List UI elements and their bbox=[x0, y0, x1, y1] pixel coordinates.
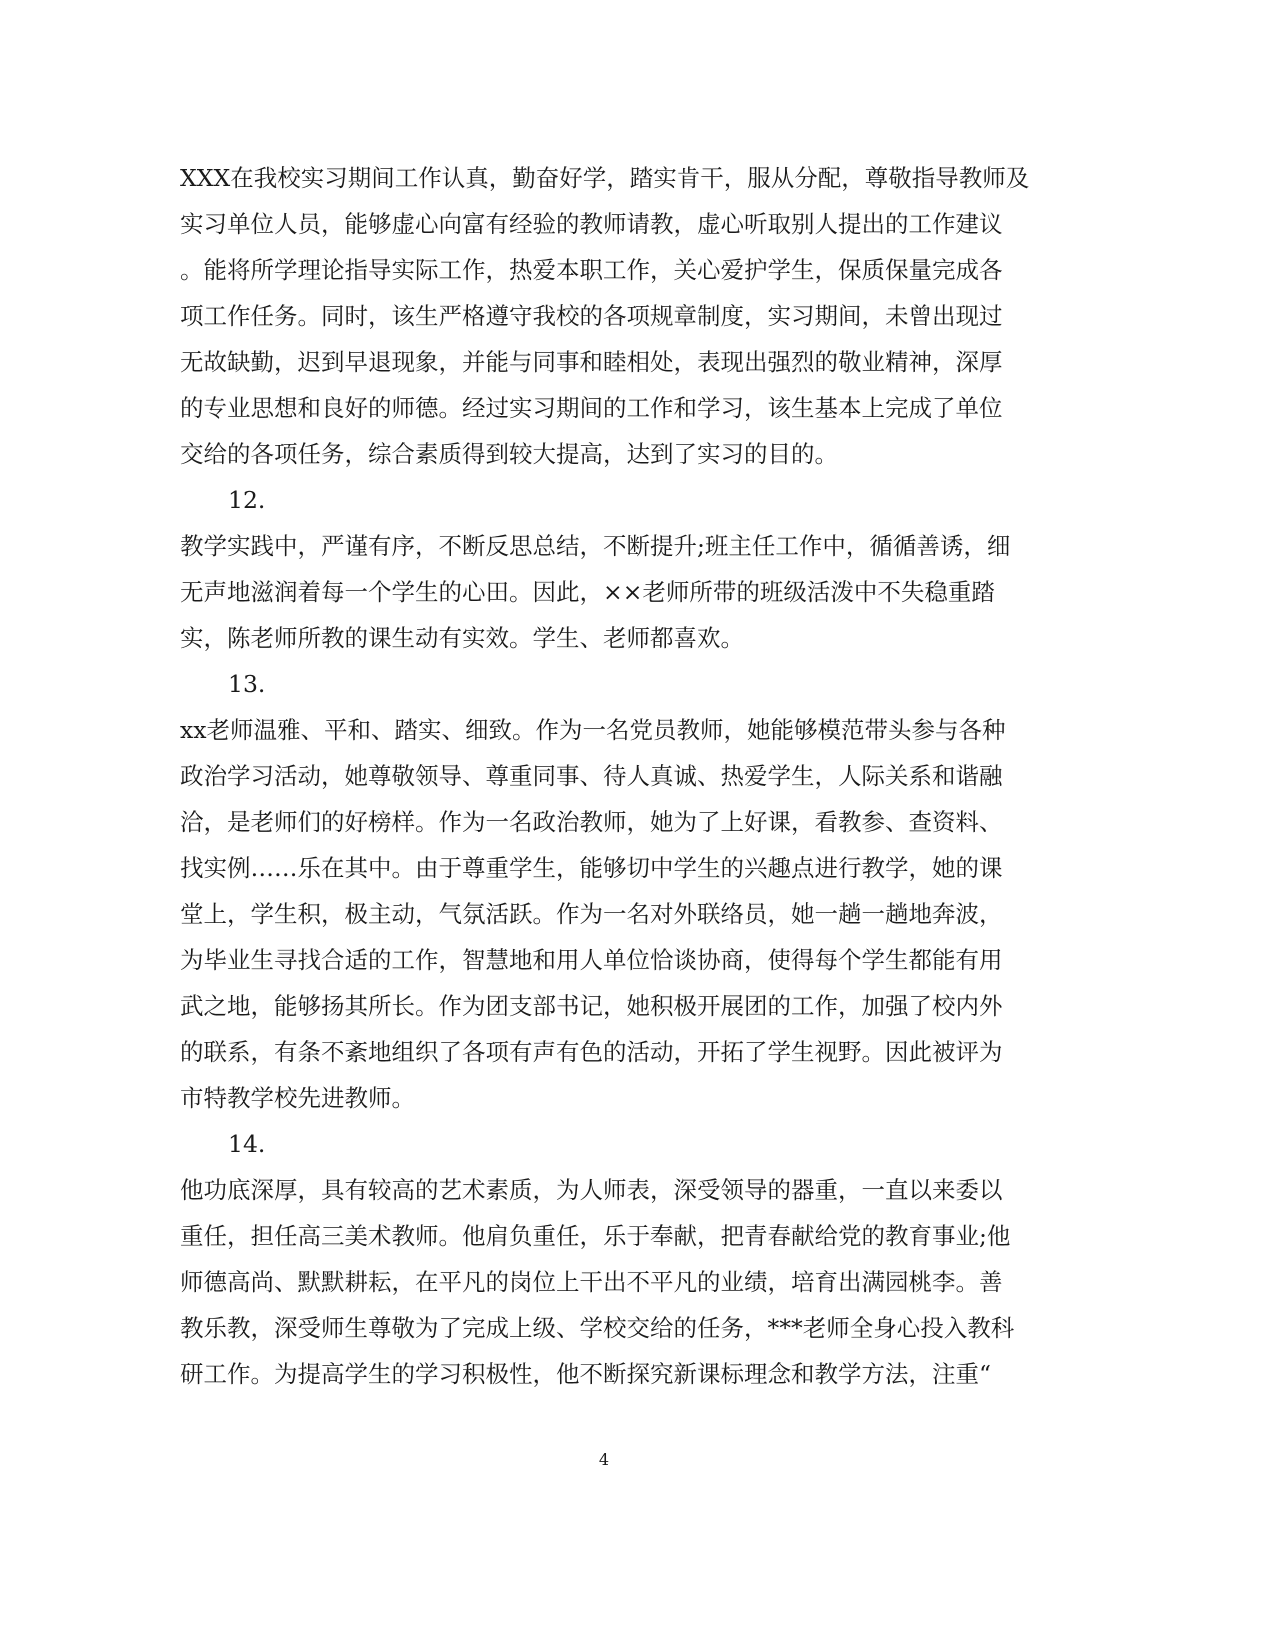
text-line: 洽，是老师们的好榜样。作为一名政治教师，她为了上好课，看教参、查资料、 bbox=[180, 808, 1003, 836]
text-line: 实习单位人员，能够虚心向富有经验的教师请教，虚心听取别人提出的工作建议 bbox=[180, 210, 1003, 238]
text-line: XXX在我校实习期间工作认真，勤奋好学，踏实肯干，服从分配，尊敬指导教师及 bbox=[180, 164, 1030, 192]
text-line: 项工作任务。同时，该生严格遵守我校的各项规章制度，实习期间，未曾出现过 bbox=[180, 302, 1003, 330]
paragraph-13 bbox=[180, 661, 1040, 1121]
text-line: 研工作。为提高学生的学习积极性，他不断探究新课标理念和教学方法，注重“ bbox=[180, 1360, 992, 1388]
text-line: 无声地滋润着每一个学生的心田。因此，××老师所带的班级活泼中不失稳重踏 bbox=[180, 578, 995, 606]
text-line: 教乐教，深受师生尊敬为了完成上级、学校交给的任务，***老师全身心投入教科 bbox=[180, 1314, 1015, 1342]
text-line: xx老师温雅、平和、踏实、细致。作为一名党员教师，她能够模范带头参与各种 bbox=[180, 716, 1006, 744]
text-line: 找实例……乐在其中。由于尊重学生，能够切中学生的兴趣点进行教学，她的课 bbox=[180, 854, 1003, 882]
paragraph-14 bbox=[180, 1121, 1040, 1397]
text-line: 市特教学校先进教师。 bbox=[180, 1084, 415, 1112]
item-number: 12. bbox=[228, 486, 266, 514]
paragraph-12 bbox=[180, 477, 1040, 661]
item-number: 14. bbox=[228, 1130, 266, 1158]
page-body bbox=[180, 155, 1040, 1397]
text-line: 师德高尚、默默耕耘，在平凡的岗位上干出不平凡的业绩，培育出满园桃李。善 bbox=[180, 1268, 1003, 1296]
text-line: 堂上，学生积，极主动，气氛活跃。作为一名对外联络员，她一趟一趟地奔波， bbox=[180, 900, 1003, 928]
text-line: 为毕业生寻找合适的工作，智慧地和用人单位恰谈协商，使得每个学生都能有用 bbox=[180, 946, 1003, 974]
text-line: 重任，担任高三美术教师。他肩负重任，乐于奉献，把青春献给党的教育事业;他 bbox=[180, 1222, 1011, 1250]
text-line: 的专业思想和良好的师德。经过实习期间的工作和学习，该生基本上完成了单位 bbox=[180, 394, 1003, 422]
page-number: 4 bbox=[598, 1450, 610, 1469]
text-line: 的联系，有条不紊地组织了各项有声有色的活动，开拓了学生视野。因此被评为 bbox=[180, 1038, 1003, 1066]
text-line: 无故缺勤，迟到早退现象，并能与同事和睦相处，表现出强烈的敬业精神，深厚 bbox=[180, 348, 1003, 376]
text-line: 教学实践中，严谨有序，不断反思总结，不断提升;班主任工作中，循循善诱，细 bbox=[180, 532, 1011, 560]
text-line: 。能将所学理论指导实际工作，热爱本职工作，关心爱护学生，保质保量完成各 bbox=[180, 256, 1003, 284]
text-line: 交给的各项任务，综合素质得到较大提高，达到了实习的目的。 bbox=[180, 440, 838, 468]
text-line: 实，陈老师所教的课生动有实效。学生、老师都喜欢。 bbox=[180, 624, 744, 652]
text-line: 他功底深厚，具有较高的艺术素质，为人师表，深受领导的器重，一直以来委以 bbox=[180, 1176, 1003, 1204]
text-line: 武之地，能够扬其所长。作为团支部书记，她积极开展团的工作，加强了校内外 bbox=[180, 992, 1003, 1020]
item-number: 13. bbox=[228, 670, 266, 698]
paragraph-1 bbox=[180, 155, 1040, 477]
text-line: 政治学习活动，她尊敬领导、尊重同事、待人真诚、热爱学生，人际关系和谐融 bbox=[180, 762, 1003, 790]
